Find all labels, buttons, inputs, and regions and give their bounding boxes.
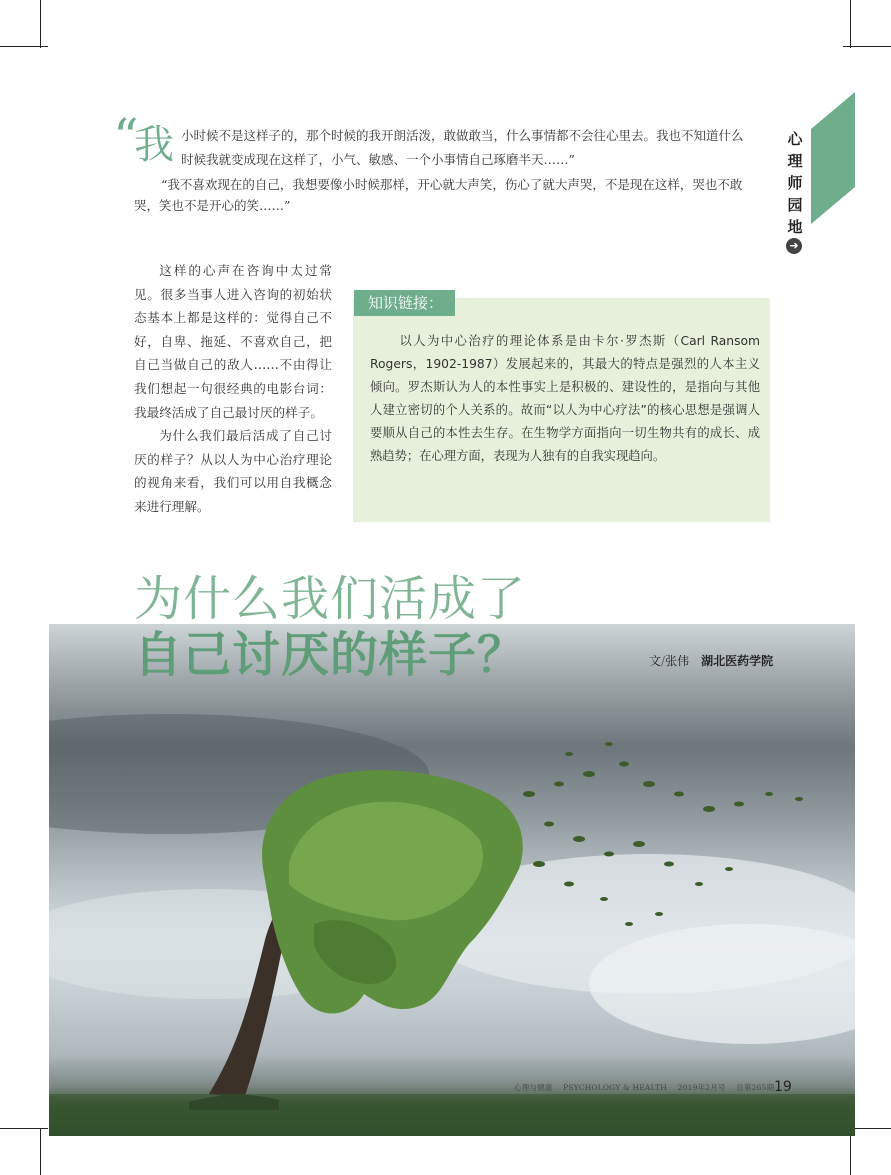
- issue-total: 总第265期: [736, 1083, 775, 1092]
- issue-date: 2019年2月号: [677, 1083, 726, 1092]
- byline: [649, 652, 773, 669]
- quote-line: 哭，笑也不是开心的笑……”: [134, 198, 291, 213]
- tree-illustration: [49, 624, 855, 1136]
- arrow-right-icon: ➜: [786, 238, 802, 254]
- section-label: [784, 128, 806, 238]
- author-name: 张伟: [665, 654, 690, 668]
- crop-mark: [40, 0, 41, 48]
- magazine-name-en: PSYCHOLOGY & HEALTH: [563, 1083, 668, 1092]
- section-tab: [811, 92, 855, 224]
- quote-line: 时候我就变成现在这样了，小气、敏感、一个小事情自己琢磨半天……”: [181, 152, 575, 167]
- body-text: [134, 259, 332, 519]
- body-paragraph: 这样的心声在咨询中太过常见。很多当事人进入咨询的初始状态基本上都是这样的：觉得自己不好，自卑、拖延、不喜欢自己，把自己当做自己的敌人……不由得让我们想起一句很经典的电影台词：我最终活成了自己最讨厌的样子。: [134, 263, 332, 420]
- article-title-line-1: 为什么我们活成了: [134, 571, 527, 627]
- quote-drop-cap: 我: [134, 122, 174, 168]
- article-title-line-2: 自己讨厌的样子？: [134, 627, 527, 683]
- author-organization: 湖北医药学院: [701, 654, 774, 668]
- page-footer: [514, 1082, 782, 1093]
- section-char: 园: [787, 196, 803, 214]
- byline-prefix: 文: [649, 654, 662, 668]
- magazine-name-cn: 心理与健康: [514, 1083, 553, 1092]
- crop-mark: [40, 1128, 41, 1175]
- quote-line: 小时候不是这样子的，那个时候的我开朗活泼，敢做敢当，什么事情都不会往心里去。我也不知道什么: [181, 128, 744, 143]
- quote-line: “我不喜欢现在的自己，我想要像小时候那样，开心就大声笑，伤心了就大声哭，不是现在这样，哭也不敢: [161, 177, 743, 192]
- byline-slash: /: [661, 654, 666, 668]
- page-number: 19: [774, 1079, 792, 1095]
- knowledge-paragraph: 以人为中心治疗的理论体系是由卡尔·罗杰斯（Carl Ransom Rogers，1902-1987）发展起来的，其最大的特点是强烈的人本主义倾向。罗杰斯认为人的本性事实上是积极的、建设性的，是指向与其他人建立密切的个人关系的。故而“以人为中心疗法”的核心思想是强调人要顺从自己的本性去生存。在生物学方面指向一切生物共有的成长、成熟趋势；在心理方面，表现为人独有的自我实现趋向。: [370, 334, 760, 463]
- section-char: 师: [787, 174, 803, 192]
- knowledge-label: 知识链接：: [354, 290, 455, 316]
- knowledge-text: [370, 330, 760, 468]
- section-char: 地: [787, 218, 803, 236]
- section-char: 心: [787, 130, 803, 148]
- section-char: 理: [787, 152, 803, 170]
- crop-mark: [850, 0, 851, 48]
- tree-photo: [49, 624, 855, 1136]
- body-paragraph: 为什么我们最后活成了自己讨厌的样子？从以人为中心治疗理论的视角来看，我们可以用自我概念来进行理解。: [134, 428, 332, 514]
- quote-open-mark: “: [113, 108, 139, 166]
